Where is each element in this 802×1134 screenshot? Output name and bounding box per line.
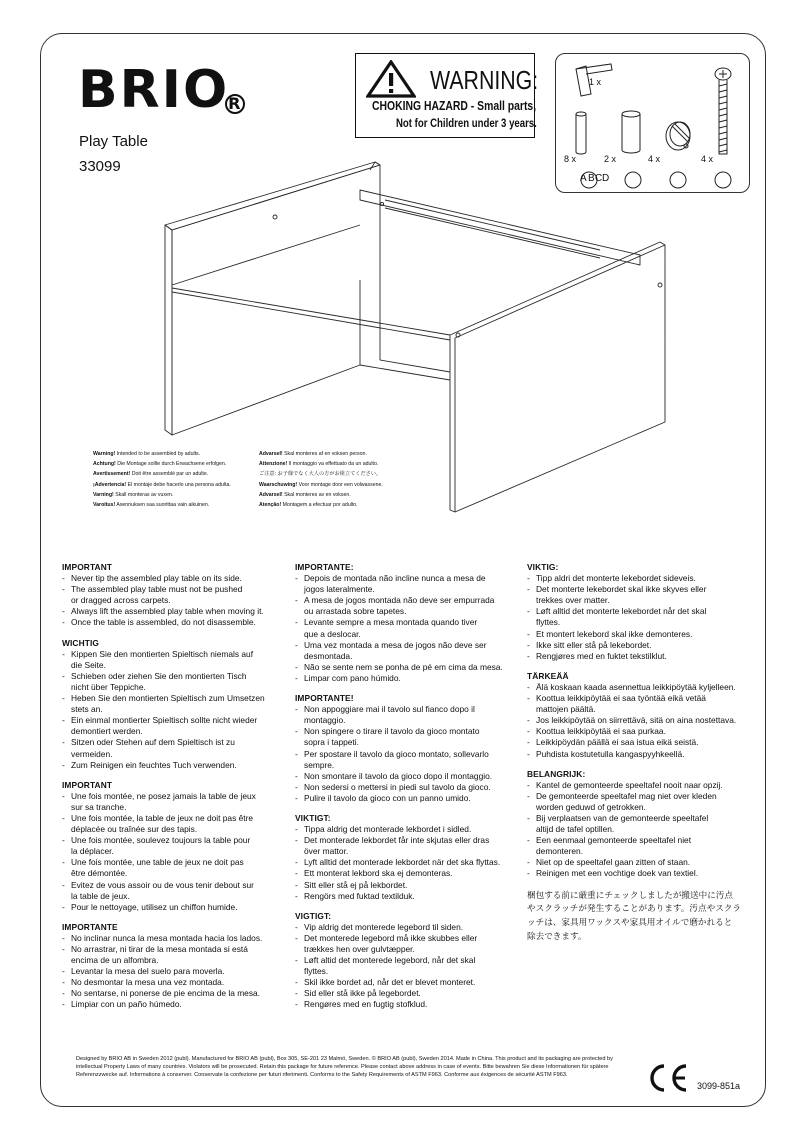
- instruction-item: - The assembled play table must not be pushed or dragged across carpets.: [62, 584, 287, 606]
- dowel-icon: [576, 112, 586, 154]
- instruction-item: - Løft alltid det monterte lekebordet når det skal flyttes.: [527, 606, 762, 628]
- instruction-item: - Zum Reinigen ein feuchtes Tuch verwenden.: [62, 760, 287, 771]
- legal-footer: Designed by BRIO AB in Sweden 2012 (publ). Manufactured for BRIO AB (publ), Box 305, SE-201 23 Malmö, Sweden. © BRIO AB (publ), Sweden 2014. Made in China. This product and its packaging are protected by intellectual Property Laws of many countries. Violators will be prosecuted. Retain this package for future reference. Please contact above address in case of events. Bitte bewahren Sie diese Informationen für spätere Referenzzwecke auf. Informations à conserver. Conservate la confezione per futuri riferimenti. Conforms to the Safety Requirements of ASTM F963. Conforme aux éxigences de sécurité ASTM F963.: [76, 1056, 613, 1079]
- instruction-item: - Kantel de gemonteerde speeltafel nooit naar opzij.: [527, 780, 762, 791]
- instructions-column-2: [295, 562, 520, 1020]
- instructions-column-3: [527, 562, 762, 944]
- part-d-qty: 4 x: [701, 154, 714, 164]
- instruction-item: - Ein einmal montierter Spieltisch sollte nicht wieder demontiert werden.: [62, 715, 287, 737]
- cam-lock-icon: [666, 122, 690, 150]
- instruction-item: - Älä koskaan kaada asennettua leikkipöytää kyljelleen.: [527, 682, 762, 693]
- instruction-item: - Schieben oder ziehen Sie den montierten Tisch nicht über Teppiche.: [62, 671, 287, 693]
- safety-line: Varning! Skall monteras av vuxen.: [93, 491, 174, 498]
- instruction-item: - Heben Sie den montierten Spieltisch zum Umsetzen stets an.: [62, 693, 287, 715]
- instruction-item: - Løft altid det monterede legebord, når det skal flyttes.: [295, 955, 520, 977]
- warning-line-2: Not for Children under 3 years.: [396, 116, 537, 130]
- instruction-item: - Koottua leikkipöytää ei saa purkaa.: [527, 726, 762, 737]
- instruction-item: - De gemonteerde speeltafel mag niet over kleden worden geduwd of getrokken.: [527, 791, 762, 813]
- instruction-item: - Une fois montée, une table de jeux ne doit pas être démontée.: [62, 857, 287, 879]
- instruction-section: [527, 671, 762, 760]
- document-number: 3099-851a: [697, 1081, 741, 1091]
- instruction-item: - Sitzen oder Stehen auf dem Spieltisch ist zu vermeiden.: [62, 737, 287, 759]
- instruction-item: - Sid eller stå ikke på legebordet.: [295, 988, 520, 999]
- section-title: BELANGRIJK:: [527, 768, 586, 779]
- instruction-item: - Limpar com pano húmido.: [295, 673, 520, 684]
- instruction-item: - Une fois montée, soulevez toujours la table pour la déplacer.: [62, 835, 287, 857]
- wrench-qty: 1 x: [589, 77, 602, 87]
- part-a-label: A: [580, 173, 587, 184]
- instruction-item: - Det monterte lekebordet skal ikke skyves eller trekkes over matter.: [527, 584, 762, 606]
- play-table-illustration: [160, 160, 720, 520]
- section-title: VIKTIG:: [527, 562, 559, 572]
- section-title: WICHTIG: [62, 637, 99, 648]
- instruction-item: - Once the table is assembled, do not disassemble.: [62, 617, 287, 628]
- instruction-item: - Depois de montada não incline nunca a mesa de jogos lateralmente.: [295, 573, 520, 595]
- instruction-item: - Always lift the assembled play table when moving it.: [62, 606, 287, 617]
- section-title: TÄRKEÄÄ: [527, 670, 569, 681]
- instruction-item: - No arrastrar, ni tirar de la mesa montada si está encima de un alfombra.: [62, 944, 287, 966]
- part-d-label: D: [602, 173, 610, 184]
- safety-line: Avertissement! Doit être assemblé par un adulte.: [93, 471, 209, 478]
- instruction-item: - Une fois montée, la table de jeux ne doit pas être déplacée ou traînée sur des tapis.: [62, 813, 287, 835]
- instruction-item: - Levantar la mesa del suelo para moverla.: [62, 966, 287, 977]
- instruction-item: - Une fois montée, ne posez jamais la table de jeux sur sa tranche.: [62, 791, 287, 813]
- choking-hazard-warning: [355, 53, 539, 138]
- product-name: Play Table: [79, 133, 148, 150]
- instruction-item: - Reinigen met een vochtige doek van textiel.: [527, 868, 762, 879]
- instruction-item: - No inclinar nunca la mesa montada hacia los lados.: [62, 933, 287, 944]
- safety-line: Atenção! Montagem a efectuar por adulto.: [259, 502, 358, 509]
- japanese-care-note: 梱包する前に厳重にチェックしましたが搬送中に汚点 やスクラッチが発生することがあります。汚点やスクラ ッチは、家具用ワックスや家具用オイルで磨かれると 除去できます。: [527, 889, 741, 941]
- instruction-item: - No desmontar la mesa una vez montada.: [62, 977, 287, 988]
- safety-line: Warning! Intended to be assembled by adults.: [93, 451, 201, 457]
- instruction-item: - Non spingere o tirare il tavolo da gioco montato sopra i tappeti.: [295, 726, 520, 748]
- part-b-label: B: [588, 173, 595, 184]
- instruction-section: [527, 562, 762, 662]
- instruction-item: - Uma vez montada a mesa de jogos não deve ser desmontada.: [295, 640, 520, 662]
- instruction-section: [527, 769, 762, 880]
- instruction-item: - Não se sente nem se ponha de pé em cima da mesa.: [295, 662, 520, 673]
- instruction-item: - Pour le nettoyage, utilisez un chiffon humide.: [62, 902, 287, 913]
- section-title: IMPORTANT: [62, 779, 113, 790]
- instruction-item: - Vip aldrig det monterede legebord til siden.: [295, 922, 520, 933]
- instruction-item: - Sitt eller stå ej på lekbordet.: [295, 880, 520, 891]
- instruction-item: - Pulire il tavolo da gioco con un panno umido.: [295, 793, 520, 804]
- instruction-item: - Never tip the assembled play table on its side.: [62, 573, 287, 584]
- instructions-column-1: [62, 562, 287, 1020]
- instruction-item: - A mesa de jogos montada não deve ser empurrada ou arrastada sobre tapetes.: [295, 595, 520, 617]
- part-c-qty: 4 x: [648, 154, 661, 164]
- instruction-section: [295, 813, 520, 902]
- instruction-item: - Rengjøres med en fuktet tekstilklut.: [527, 651, 762, 662]
- instruction-section: [295, 911, 520, 1011]
- instruction-item: - Puhdista kostutetulla kangaspyyhkeellä.: [527, 749, 762, 760]
- section-title: VIKTIGT:: [295, 812, 331, 823]
- safety-notes-left: [93, 449, 231, 510]
- instruction-section: [62, 562, 287, 629]
- instruction-item: - Niet op de speeltafel gaan zitten of staan.: [527, 857, 762, 868]
- safety-line: Achtung! Die Montage sollte durch Erwachsene erfolgen.: [93, 461, 227, 468]
- instruction-item: - Limpiar con un paño húmedo.: [62, 999, 287, 1010]
- warning-triangle-icon: [366, 60, 416, 98]
- instruction-item: - Et montert lekebord skal ikke demonteres.: [527, 629, 762, 640]
- instruction-item: - Det monterade lekbordet får inte skjutas eller dras över mattor.: [295, 835, 520, 857]
- section-title: VIGTIGT:: [295, 910, 332, 921]
- instruction-item: - Rengøres med en fugtig stofklud.: [295, 999, 520, 1010]
- instruction-section: [295, 562, 520, 684]
- brio-logo: BRIOR: [78, 64, 249, 116]
- instruction-item: - Skil ikke bordet ad, når det er blevet monteret.: [295, 977, 520, 988]
- instruction-item: - Koottua leikkipöytää ei saa työntää eikä vetää mattojen päältä.: [527, 693, 762, 715]
- safety-line: Attenzione! Il montaggio va effettuato da un adulto.: [259, 461, 379, 468]
- section-title: IMPORTANTE:: [295, 562, 354, 572]
- instruction-item: - Kippen Sie den montierten Spieltisch niemals auf die Seite.: [62, 649, 287, 671]
- instruction-item: - Tippa aldrig det monterade lekbordet i sidled.: [295, 824, 520, 835]
- instruction-item: - Ett monterat lekbord ska ej demonteras.: [295, 868, 520, 879]
- safety-line: ご注意: お子様でなく大人の方がお組立てください。: [259, 471, 382, 478]
- instruction-item: - Bij verplaatsen van de gemonteerde speeltafel altijd de tafel optillen.: [527, 813, 762, 835]
- instruction-item: - Evitez de vous assoir ou de vous tenir debout sur la table de jeux.: [62, 880, 287, 902]
- instruction-item: - Per spostare il tavolo da gioco montato, sollevarlo sempre.: [295, 749, 520, 771]
- instruction-item: - Tipp aldri det monterte lekebordet sideveis.: [527, 573, 762, 584]
- instruction-item: - Jos leikkipöytää on siirrettävä, sitä on aina nostettava.: [527, 715, 762, 726]
- instruction-item: - Levante sempre a mesa montada quando tiver que a deslocar.: [295, 617, 520, 639]
- instruction-item: - No sentarse, ni ponerse de pie encima de la mesa.: [62, 988, 287, 999]
- instruction-item: - Rengörs med fuktad textilduk.: [295, 891, 520, 902]
- registered-mark: R: [225, 94, 245, 114]
- instruction-section: [62, 780, 287, 913]
- instruction-item: - Non appoggiare mai il tavolo sul fianco dopo il montaggio.: [295, 704, 520, 726]
- part-c-label: C: [595, 173, 603, 184]
- warning-title: WARNING:: [430, 65, 539, 95]
- safety-line: ¡Advertencia! El montaje debe hacerlo una persona adulta.: [93, 481, 231, 488]
- safety-line: Waarschuwing! Voor montage door een volwassene.: [259, 481, 383, 488]
- section-title: IMPORTANTE!: [295, 693, 354, 704]
- instruction-section: [62, 638, 287, 771]
- section-title: IMPORTANT: [62, 562, 113, 572]
- warning-line-1: CHOKING HAZARD - Small parts,: [372, 98, 537, 113]
- instruction-item: - Leikkipöydän päällä ei saa istua eikä seistä.: [527, 737, 762, 748]
- safety-line: Advarsel! Skal monteres af en voksen person.: [259, 451, 367, 457]
- cylinder-nut-icon: [622, 111, 640, 153]
- safety-line: Advarsel! Skal monteres av en voksen.: [259, 491, 351, 498]
- instruction-item: - Non sedersi o mettersi in piedi sul tavolo da gioco.: [295, 782, 520, 793]
- bolt-icon: [715, 68, 731, 154]
- instruction-item: - Ikke sitt eller stå på lekebordet.: [527, 640, 762, 651]
- safety-line: Varoitus! Asennuksen saa suorittaa vain aikuinen.: [93, 502, 210, 509]
- instruction-item: - Een eenmaal gemonteerde speeltafel niet demonteren.: [527, 835, 762, 857]
- instruction-item: - Det monterede legebord må ikke skubbes eller trækkes hen over gulvtæpper.: [295, 933, 520, 955]
- section-title: IMPORTANTE: [62, 921, 118, 932]
- part-b-qty: 2 x: [604, 154, 617, 164]
- part-a-qty: 8 x: [564, 154, 577, 164]
- product-number: 33099: [79, 158, 121, 175]
- instruction-item: - Non smontare il tavolo da gioco dopo il montaggio.: [295, 771, 520, 782]
- instruction-item: - Lyft alltid det monterade lekbordet när det ska flyttas.: [295, 857, 520, 868]
- safety-notes-right: [259, 449, 383, 510]
- instruction-section: [295, 693, 520, 804]
- instruction-section: [62, 922, 287, 1011]
- ce-mark-icon: [647, 1062, 691, 1094]
